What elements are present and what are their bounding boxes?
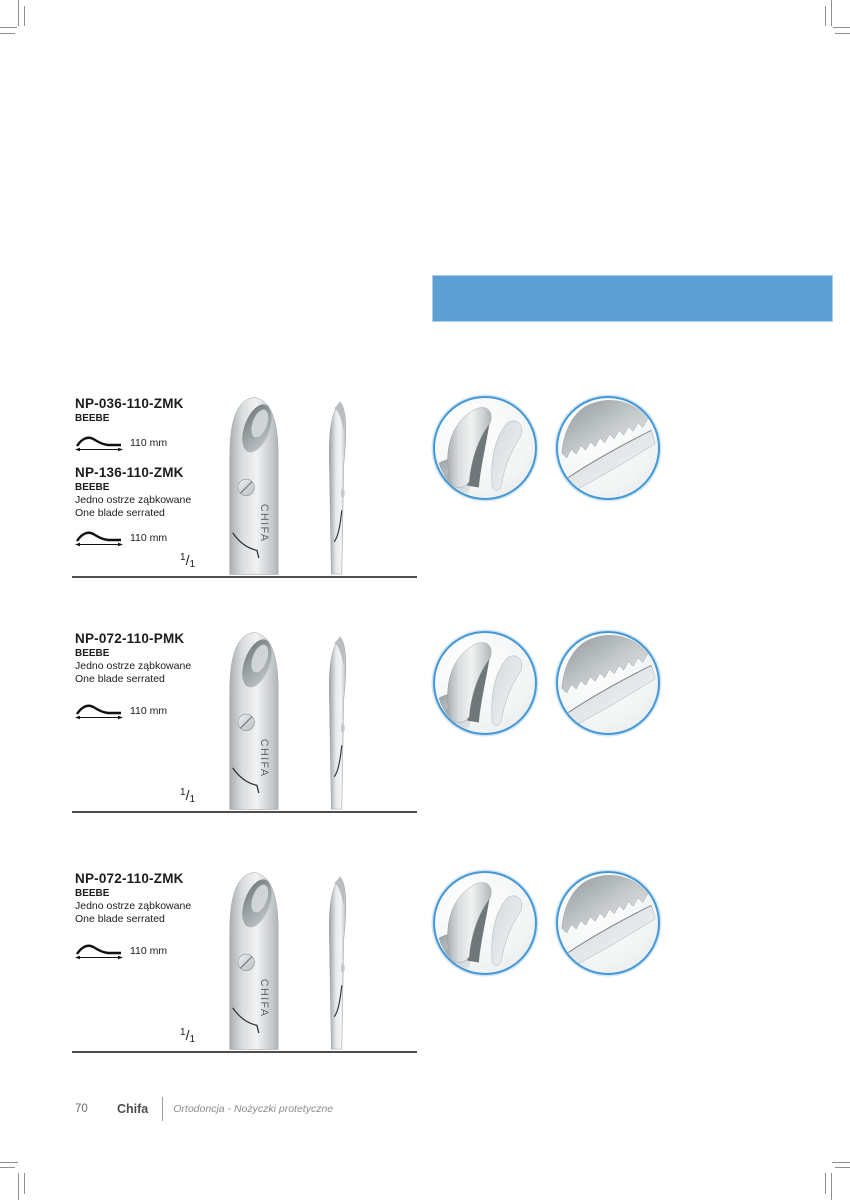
crop-line	[835, 1167, 850, 1168]
length-spec	[75, 529, 240, 547]
product-info-column	[75, 631, 240, 720]
instrument-logo-text: CHIFA	[257, 738, 270, 778]
crop-line	[835, 33, 850, 34]
product-desc-pl: Jedno ostrze ząbkowane	[75, 494, 192, 506]
product-entry	[75, 631, 240, 720]
instrument-profile-icon	[75, 434, 123, 452]
instrument-logo-text: CHIFA	[257, 503, 270, 543]
footer-divider	[162, 1097, 163, 1121]
section-divider-rule	[72, 1051, 417, 1053]
product-section-2	[0, 627, 850, 813]
product-code: NP-136-110-ZMK	[75, 465, 184, 480]
length-value: 110 mm	[130, 437, 168, 449]
instrument-profile-icon	[75, 529, 123, 547]
crop-line	[833, 27, 850, 28]
length-spec	[75, 702, 240, 720]
scissors-side-photo	[318, 871, 358, 1051]
instrument-profile-icon	[75, 702, 123, 720]
detail-circle-tip	[433, 631, 537, 735]
scissors-front-photo	[224, 394, 284, 576]
scale-label: $^1$/1	[180, 787, 196, 805]
crop-line	[825, 1173, 826, 1194]
section-divider-rule	[72, 811, 417, 813]
product-code: NP-072-110-ZMK	[75, 871, 184, 886]
detail-circle-serration	[556, 396, 660, 500]
scissors-side-photo	[318, 631, 358, 811]
detail-circle-tip	[433, 871, 537, 975]
scissors-front-photo	[224, 629, 284, 811]
length-value: 110 mm	[130, 945, 168, 957]
crop-line	[24, 6, 25, 26]
product-desc-pl: Jedno ostrze ząbkowane	[75, 660, 192, 672]
detail-circle-tip	[433, 396, 537, 500]
brand-name: Chifa	[117, 1102, 149, 1116]
scissors-side-photo	[318, 396, 358, 576]
page-footer	[75, 1096, 333, 1122]
crop-line	[825, 6, 826, 26]
length-spec	[75, 942, 240, 960]
category-banner	[432, 275, 833, 322]
section-divider-rule	[72, 576, 417, 578]
crop-line	[832, 1162, 850, 1163]
product-info-column	[75, 396, 240, 547]
crop-line	[24, 1173, 25, 1194]
scissors-front-photo	[224, 869, 284, 1051]
length-value: 110 mm	[130, 532, 168, 544]
product-desc-en: One blade serrated	[75, 673, 165, 685]
product-desc-en: One blade serrated	[75, 913, 165, 925]
product-name: BEEBE	[75, 888, 110, 899]
crop-line	[0, 33, 15, 34]
product-name: BEEBE	[75, 648, 110, 659]
scale-label: $^1$/1	[180, 1027, 196, 1045]
crop-line	[831, 1173, 832, 1200]
product-name: BEEBE	[75, 413, 110, 424]
product-code: NP-072-110-PMK	[75, 631, 185, 646]
crop-line	[831, 0, 832, 26]
product-info-column	[75, 871, 240, 960]
crop-line	[18, 1173, 19, 1200]
crop-line	[18, 0, 19, 26]
detail-circle-serration	[556, 871, 660, 975]
product-code: NP-036-110-ZMK	[75, 396, 184, 411]
product-entry	[75, 465, 240, 547]
instrument-logo-text: CHIFA	[257, 978, 270, 1018]
crop-line	[0, 1162, 18, 1163]
crop-line	[0, 27, 17, 28]
product-section-1	[0, 392, 850, 578]
product-entry	[75, 871, 240, 960]
product-section-3	[0, 867, 850, 1053]
product-entry	[75, 396, 240, 452]
instrument-profile-icon	[75, 942, 123, 960]
product-desc-en: One blade serrated	[75, 507, 165, 519]
page-number: 70	[75, 1103, 88, 1115]
scale-label: $^1$/1	[180, 552, 196, 570]
length-spec	[75, 434, 240, 452]
category-title: Ortodoncja - Nożyczki protetyczne	[173, 1103, 334, 1115]
detail-circle-serration	[556, 631, 660, 735]
crop-line	[0, 1167, 15, 1168]
product-name: BEEBE	[75, 482, 110, 493]
length-value: 110 mm	[130, 705, 168, 717]
product-desc-pl: Jedno ostrze ząbkowane	[75, 900, 192, 912]
